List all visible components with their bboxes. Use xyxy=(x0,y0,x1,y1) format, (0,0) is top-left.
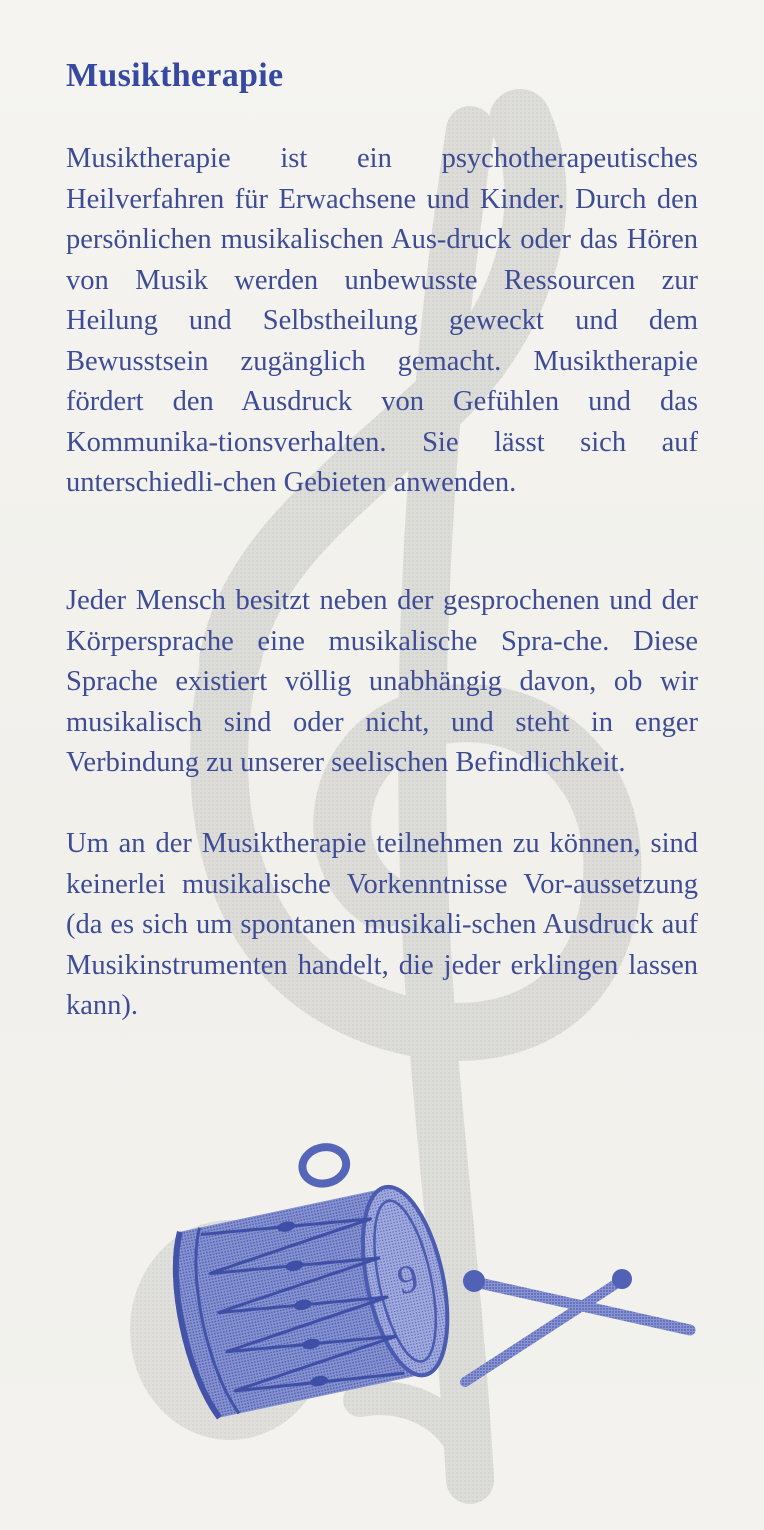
drumsticks-icon xyxy=(463,1269,690,1382)
paragraph-musical-language: Jeder Mensch besitzt neben der gesprochenen und der Körpersprache eine musikalische Spra-che. Diese Sprache existiert völlig unabhängig davon, ob wir musikalisch sind oder nicht, und steht in enger Verbindung zu unserer seelischen Befindlichkeit. xyxy=(66,585,698,778)
paragraph-intro: Musiktherapie ist ein psychotherapeutisches Heilverfahren für Erwachsene und Kinder. Durch den persönlichen musikalischen Aus-druck oder das Hören von Musik werden unbewusste Ressourcen zur Heilung und Selbstheilung geweckt und dem Bewusstsein zugänglich gemacht. Musiktherapie fördert den Ausdruck von Gefühlen und das Kommunika-tionsverhalten. Sie lässt sich auf unterschiedli-chen Gebieten anwenden. xyxy=(66,143,698,498)
drum-icon xyxy=(151,1128,463,1422)
paragraph-participation: Um an der Musiktherapie teilnehmen zu können, sind keinerlei musikalische Vorkenntnisse Vor-aussetzung (da es sich um spontanen musikali-schen Ausdruck auf Musikinstrumenten handelt, die jeder erklingen lassen kann). xyxy=(66,828,698,1021)
page-title: Musiktherapie xyxy=(66,57,284,94)
svg-text:9: 9 xyxy=(393,1254,423,1304)
